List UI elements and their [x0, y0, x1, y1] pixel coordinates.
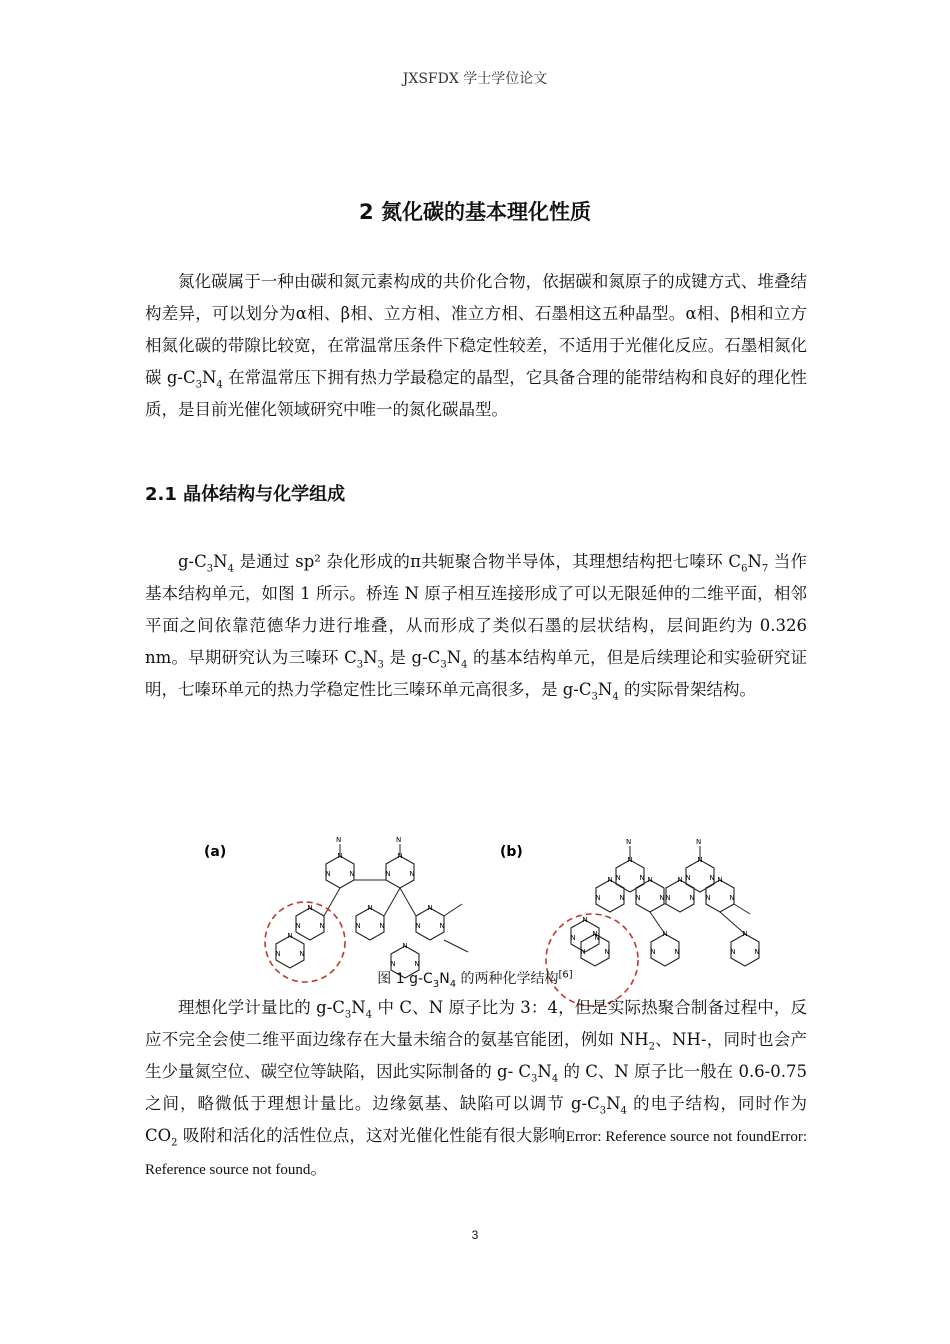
- caption-suffix: 的两种化学结构: [456, 971, 559, 987]
- section-text-c: 是: [389, 648, 407, 667]
- composition-paragraph: 理想化学计量比的 $g-C_3N_4$ 中 C、N 原子比为 3：4，但是实际热聚合制备过程中，反应不完全会使二维平面边缘存在大量未缩合的氨基官能团，例如 $NH_2$、NH-，同时也会产生少量氮空位、碳空位等缺陷，因此实际制备的 g- $C_3N_4$ 的 C、N 原子比一般在 0.6-0.75 之间，略微低于理想计量比。边缘氨基、缺陷可以调节 $g-C_3N_4$ 的电子结构，同时作为 $CO_2$ 吸附和活化的活性位点，这对光催化性能有很大影响Error: Reference source not foundError: Reference source not found。: [145, 998, 808, 1178]
- svg-text:N: N: [696, 838, 702, 846]
- intro-text-1: 氮化碳属于一种由碳和氮元素构成的共价化合物，依据碳和氮原子的成键方式、堆叠结构差异，可以划分为α相、β相、立方相、准立方相、石墨相这五种晶型。α相、β相和立方相氮化碳的带隙比较宽，在常温常压条件下稳定性较差，不适用于光催化反应。石墨相氮化碳: [145, 272, 807, 387]
- panel-a-label: (a): [204, 844, 227, 860]
- running-header: JXSFDX 学士学位论文: [402, 71, 548, 87]
- figure-chemical-structures: [185, 812, 770, 968]
- para3-text-a: 理想化学计量比的: [178, 998, 311, 1017]
- svg-text:N: N: [396, 836, 402, 844]
- reference-error-text: Error: Reference source not foundError: Reference source not found: [145, 1129, 807, 1178]
- para3-text-e: 的电子结构，同时作为: [633, 1094, 808, 1113]
- para3-text-c: 、NH-，同时也会产生少量氮空位、碳空位等缺陷，因此实际制备的 g-: [145, 1030, 808, 1081]
- chapter-title: 2 氮化碳的基本理化性质: [359, 200, 591, 224]
- figure-caption: 图 1 $g-C_3N_4$ 的两种化学结构[6]: [377, 969, 573, 990]
- section-text-a: 是通过 sp² 杂化形成的π共轭聚合物半导体，其理想结构把七嗪环: [239, 552, 723, 571]
- intro-text-2: 在常温常压下拥有热力学最稳定的晶型，它具备合理的能带结构和良好的理化性质，是目前光催化领域研究中唯一的氮化碳晶型。: [145, 368, 808, 419]
- page-number: 3: [471, 1228, 479, 1242]
- section-title: 2.1 晶体结构与化学组成: [145, 484, 346, 505]
- structure-drawing: N N N (a) N N (b) N N: [200, 832, 770, 968]
- svg-text:N: N: [336, 836, 342, 844]
- panel-b-label: (b): [500, 844, 523, 860]
- svg-text:N: N: [626, 838, 632, 846]
- para3-text-b: 中 C、N 原子比为 3：4，但是实际热聚合制备过程中，反应不完全会使二维平面边缘存在大量未缩合的氨基官能团，例如: [145, 998, 807, 1049]
- panel-a-structure: [265, 836, 468, 982]
- crystal-structure-paragraph: $g-C_3N_4$ 是通过 sp² 杂化形成的π共轭聚合物半导体，其理想结构把七嗪环 $C_6N_7$ 当作基本结构单元，如图 1 所示。桥连 N 原子相互连接形成了可以无限延伸的二维平面，相邻平面之间依靠范德华力进行堆叠，从而形成了类似石墨的层状结构，层间距约为 0.326 nm。早期研究认为三嗪环 $C_3N_3$ 是 $g-C_3N_4$ 的基本结构单元，但是后续理论和实验研究证明，七嗪环单元的热力学稳定性比三嗪环单元高很多，是 $g-C_3N_4$ 的实际骨架结构。: [145, 552, 808, 703]
- para3-text-f: 吸附和活化的活性位点，这对光催化性能有很大影响: [182, 1126, 566, 1145]
- caption-reference: [6]: [558, 969, 573, 981]
- para3-text-d: 的 C、N 原子比一般在 0.6-0.75 之间，略微低于理想计量比。边缘氨基、缺陷可以调节: [145, 1062, 807, 1113]
- section-text-d: 的基本结构单元，但是后续理论和实验研究证明，七嗪环单元的热力学稳定性比三嗪环单元高很多，是: [145, 648, 808, 699]
- section-text-b: 当作基本结构单元，如图 1 所示。桥连 N 原子相互连接形成了可以无限延伸的二维平面，相邻平面之间依靠范德华力进行堆叠，从而形成了类似石墨的层状结构，层间距约为 0.326 nm。早期研究认为三嗪环: [145, 552, 808, 667]
- caption-prefix: 图 1: [377, 971, 410, 987]
- intro-paragraph: 氮化碳属于一种由碳和氮元素构成的共价化合物，依据碳和氮原子的成键方式、堆叠结构差异，可以划分为α相、β相、立方相、准立方相、石墨相这五种晶型。α相、β相和立方相氮化碳的带隙比较宽，在常温常压条件下稳定性较差，不适用于光催化反应。石墨相氮化碳 $g-C_3N_4$ 在常温常压下拥有热力学最稳定的晶型，它具备合理的能带结构和良好的理化性质，是目前光催化领域研究中唯一的氮化碳晶型。: [145, 272, 808, 419]
- para3-end: 。: [310, 1159, 327, 1178]
- section-text-e: 的实际骨架结构。: [623, 680, 756, 699]
